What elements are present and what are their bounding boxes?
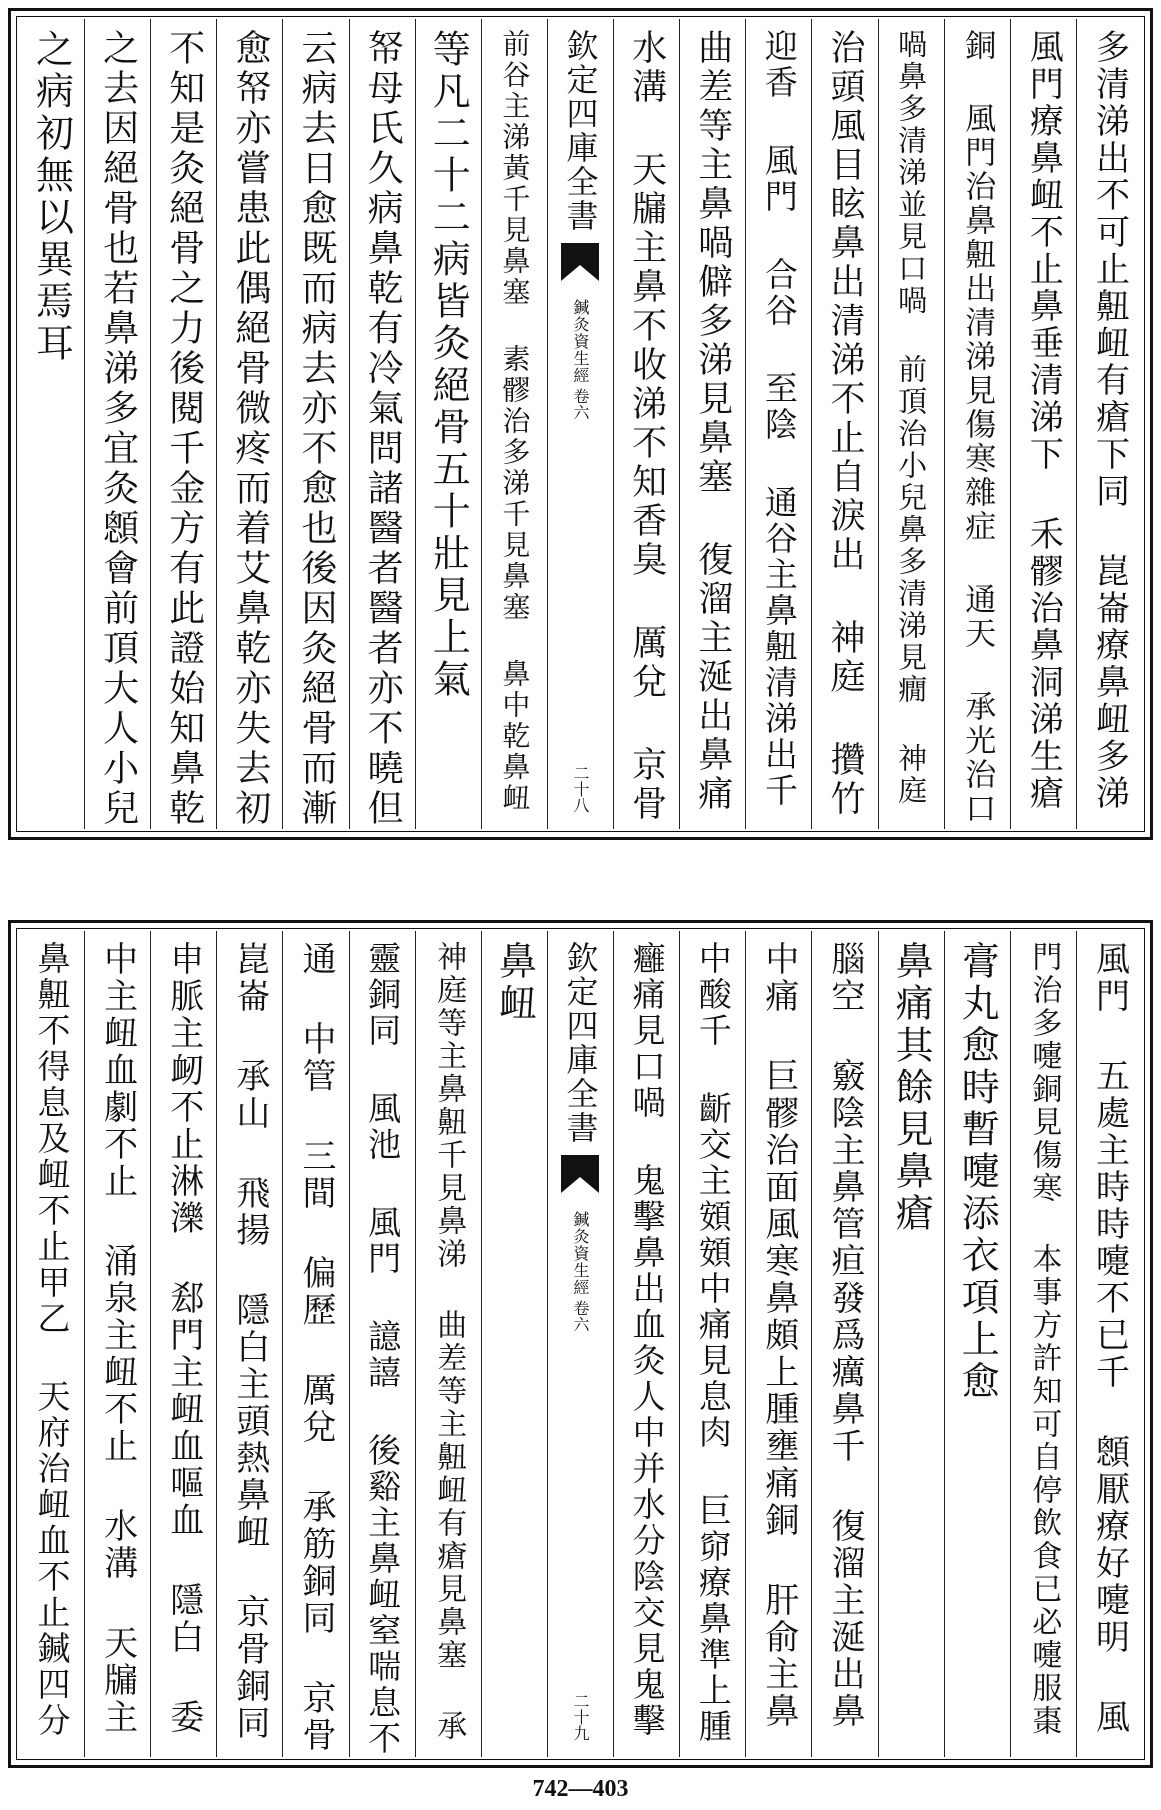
text-column: 治頭風目眩鼻出清涕不止自淚出 神庭 攢竹 (811, 19, 877, 829)
volume-label: 卷六 (570, 388, 590, 420)
text-column: 迎香 風門 合谷 至陰 通谷主鼻䶊清涕出千 (745, 19, 811, 829)
text-column: 愈帑亦嘗患此偶絕骨微疼而着艾鼻乾亦失去初 (216, 19, 282, 829)
top-page-frame (8, 8, 1153, 840)
bottom-page-frame (8, 920, 1153, 1768)
text-column: 曲差等主鼻喎僻多涕見鼻塞 復溜主涎出鼻痛 (679, 19, 745, 829)
book-title: 欽定四庫全書 (561, 941, 600, 1145)
text-column: 帑母氏久病鼻乾有冷氣問諸醫者醫者亦不曉但 (349, 19, 415, 829)
text-column: 靈銅同 風池 風門 譩譆 後谿主鼻衄窒喘息不 (349, 931, 415, 1757)
text-column: 銅 風門治鼻䶊出清涕見傷寒雜症 通天 承光治口 (944, 19, 1010, 829)
text-column: 之去因絕骨也若鼻涕多宜灸顖會前頂大人小兒 (84, 19, 150, 829)
text-column: 不知是灸絕骨之力後閱千金方有此證始知鼻乾 (150, 19, 216, 829)
center-fold-column (547, 931, 613, 1757)
text-column: 等凡二十二病皆灸絕骨五十壯見上氣 (415, 19, 481, 829)
text-column: 水溝 天牖主鼻不收涕不知香臭 厲兌 京骨 (613, 19, 679, 829)
text-column: 前谷主涕黃千見鼻塞 素髎治多涕千見鼻塞 鼻中乾鼻衄 (481, 19, 547, 829)
text-column: 云病去日愈既而病去亦不愈也後因灸絕骨而漸 (282, 19, 348, 829)
text-column: 鼻衄 (481, 931, 547, 1757)
text-column: 申脈主衂不止淋濼 郄門主衄血嘔血 隱白 委 (150, 931, 216, 1757)
text-column: 鼻痛其餘見鼻瘡 (878, 931, 944, 1757)
text-column: 鼻䶊不得息及衄不止甲乙 天府治衄血不止鍼四分 (32, 941, 72, 1739)
text-column: 中酸千 齗交主頞頞中痛見息肉 巨窌療鼻準上腫 (679, 931, 745, 1757)
text-column: 門治多嚏銅見傷寒 本事方許知可自停飲食已必嚏服棗 (1010, 931, 1076, 1757)
text-column: 通 中管 三間 偏歷 厲兌 承筋銅同 京骨 (282, 931, 348, 1757)
text-column: 腦空 竅陰主鼻管疸發爲癘鼻千 復溜主涎出鼻 (811, 931, 877, 1757)
text-column: 之病初無以異焉耳 (29, 29, 74, 365)
text-column: 中主衄血劇不止 涌泉主衄不止 水溝 天牖主 (84, 931, 150, 1757)
folio-number: 二十八 (570, 765, 590, 813)
folio-number: 二十九 (570, 1693, 590, 1741)
book-title: 欽定四庫全書 (561, 29, 600, 233)
text-column: 神庭等主鼻䶊千見鼻涕 曲差等主䶊衄有瘡見鼻塞 承 (415, 931, 481, 1757)
text-column: 風門 五處主時時嚏不已千 顖厭療好嚏明 風 (1076, 931, 1142, 1757)
text-column: 喎鼻多清涕並見口喎 前頂治小兒鼻多清涕見癇 神庭 (878, 19, 944, 829)
text-column: 膏丸愈時暫嚏添衣項上愈 (944, 931, 1010, 1757)
text-column: 癰痛見口喎 鬼擊鼻出血灸人中并水分陰交見鬼擊 (613, 931, 679, 1757)
book-subtitle: 鍼灸資生經 (570, 1211, 590, 1296)
text-column: 崑崙 承山 飛揚 隱白主頭熱鼻衄 京骨銅同 (216, 931, 282, 1757)
page-footer-number: 742—403 (532, 1776, 629, 1802)
text-column: 風門療鼻衄不止鼻垂清涕下 禾髎治鼻洞涕生瘡 (1010, 19, 1076, 829)
fish-tail-mark-icon (561, 243, 599, 287)
text-column: 多清涕出不可止䶊衄有瘡下同 崑崙療鼻衄多涕 (1076, 19, 1142, 829)
book-subtitle: 鍼灸資生經 (570, 299, 590, 384)
volume-label: 卷六 (570, 1300, 590, 1332)
text-column: 中痛 巨髎治面風寒鼻頗上腫壅痛銅 肝俞主鼻 (745, 931, 811, 1757)
center-fold-column (547, 19, 613, 829)
fish-tail-mark-icon (561, 1155, 599, 1199)
